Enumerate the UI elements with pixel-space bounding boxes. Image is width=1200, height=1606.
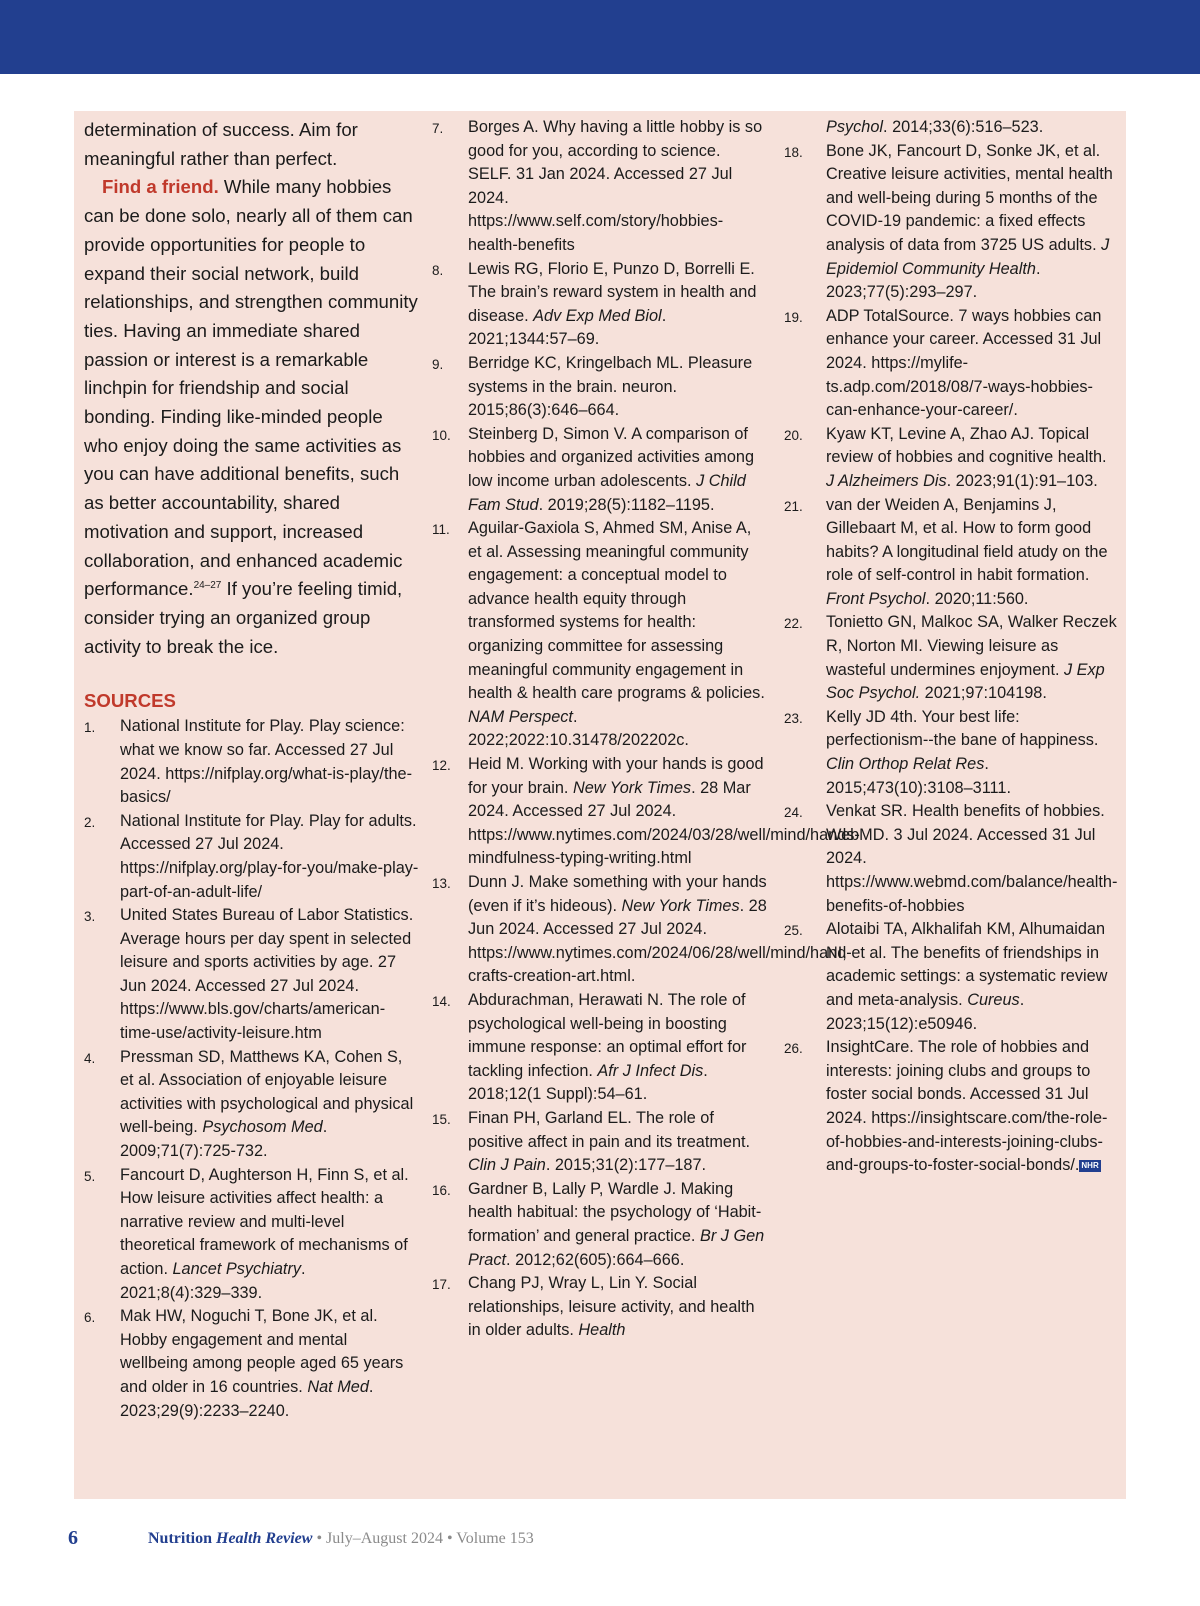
reference-journal: Health bbox=[578, 1321, 626, 1340]
reference-journal: Front Psychol bbox=[826, 589, 926, 608]
reference-number: 23. bbox=[784, 710, 803, 726]
reference-journal: Psychosom Med bbox=[202, 1118, 323, 1137]
reference-item bbox=[84, 1305, 419, 1423]
reference-details: . 2023;91(1):91–103. bbox=[946, 471, 1098, 490]
reference-item bbox=[784, 918, 1118, 1036]
reference-details: . 2009;71(7):725-732. bbox=[120, 1118, 328, 1161]
reference-details: . 2014;33(6):516–523. bbox=[883, 118, 1044, 136]
reference-text: National Institute for Play. Play science: what we know so far. Accessed 27 Jul 2024. https://nifplay.org/what-is-play/the-basics/ bbox=[120, 717, 413, 807]
reference-journal: Afr J Infect Dis bbox=[597, 1061, 704, 1080]
column-3 bbox=[784, 116, 1118, 1178]
reference-details: . 2021;1344:57–69. bbox=[468, 306, 667, 349]
reference-item bbox=[784, 140, 1118, 305]
reference-number: 26. bbox=[784, 1041, 803, 1057]
reference-number: 9. bbox=[432, 356, 444, 372]
reference-number: 12. bbox=[432, 758, 451, 774]
reference-item bbox=[784, 423, 1118, 494]
reference-text: Fancourt D, Aughterson H, Finn S, et al. How leisure activities affect health: a narrative review and multi-level theoretical framework of mechanisms of action. bbox=[120, 1165, 409, 1279]
reference-details: . 2023;29(9):2233–2240. bbox=[120, 1377, 374, 1420]
reference-journal: Lancet Psychiatry bbox=[172, 1260, 302, 1279]
reference-details: . 2022;2022:10.31478/202202c. bbox=[468, 707, 689, 750]
reference-number: 21. bbox=[784, 498, 803, 514]
reference-item bbox=[432, 1272, 768, 1343]
reference-number: 14. bbox=[432, 993, 451, 1009]
reference-item bbox=[432, 1107, 768, 1178]
reference-number: 18. bbox=[784, 144, 803, 160]
reference-text: Lewis RG, Florio E, Punzo D, Borrelli E. The brain’s reward system in health and disease. bbox=[468, 259, 757, 325]
reference-list-1 bbox=[84, 715, 419, 1423]
reference-text: van der Weiden A, Benjamins J, Gillebaart M, et al. How to form good habits? A longitudinal field atudy on the role of self-control in habit formation. bbox=[826, 495, 1108, 585]
reference-list-3 bbox=[784, 116, 1118, 1178]
reference-number: 4. bbox=[84, 1050, 96, 1066]
reference-journal: Cureus bbox=[967, 990, 1020, 1009]
reference-number: 6. bbox=[84, 1310, 96, 1326]
reference-item bbox=[84, 810, 419, 904]
page-number: 6 bbox=[68, 1527, 78, 1549]
reference-item bbox=[84, 1046, 419, 1164]
reference-number: 19. bbox=[784, 309, 803, 325]
paragraph-2-text: While many hobbies can be done solo, nearly all of them can provide opportunities for people to expand their social network, build relationships, and strengthen community ties. Having an immediate shared passion or interest is a remarkable linchpin for friendship and social bonding. Finding like-minded people who enjoy doing the same activities as you can have additional benefits, such as better accountability, shared motivation and support, increased collaboration, and enhanced academic performance. bbox=[84, 176, 418, 600]
reference-text: Alotaibi TA, Alkhalifah KM, Alhumaidan NI, et al. The benefits of friendships in academic settings: a systematic review and meta-analysis. bbox=[826, 920, 1108, 1009]
reference-details: . 2020;11:560. bbox=[925, 589, 1029, 608]
reference-text: Pressman SD, Matthews KA, Cohen S, et al. Association of enjoyable leisure activities with psychological and physical well-being. bbox=[120, 1047, 414, 1137]
reference-item bbox=[84, 1164, 419, 1306]
reference-number: 8. bbox=[432, 262, 444, 278]
reference-number: 3. bbox=[84, 909, 96, 925]
reference-text: Venkat SR. Health benefits of hobbies. WebMD. 3 Jul 2024. Accessed 31 Jul 2024. https://www.webmd.com/balance/health-benefits-of-hobbies bbox=[826, 802, 1118, 915]
reference-journal: J Alzheimers Dis bbox=[826, 471, 947, 490]
reference-journal: Br J Gen Pract bbox=[468, 1226, 765, 1269]
reference-journal: Psychol bbox=[826, 118, 884, 136]
reference-journal: New York Times bbox=[621, 896, 740, 915]
reference-details: . 2023;15(12):e50946. bbox=[826, 990, 1025, 1033]
reference-item bbox=[432, 753, 860, 871]
page-footer bbox=[0, 1527, 1200, 1557]
reference-details: . 2015;473(10):3108–3111. bbox=[826, 755, 1011, 797]
reference-text: Abdurachman, Herawati N. The role of psychological well-being in boosting immune response: an optimal effort for tackling infection. bbox=[468, 990, 747, 1080]
footer-issue: • July–August 2024 • Volume 153 bbox=[312, 1530, 534, 1547]
reference-text: Bone JK, Fancourt D, Sonke JK, et al. Creative leisure activities, mental health and well-being during 5 months of the COVID-19 pandemic: a fixed effects analysis of data from 3725 US adults. bbox=[826, 141, 1113, 254]
reference-text: Steinberg D, Simon V. A comparison of hobbies and organized activities among low income urban adolescents. bbox=[468, 424, 755, 490]
reference-number: 11. bbox=[432, 522, 450, 538]
reference-details: . 2019;28(5):1182–1195. bbox=[538, 495, 715, 514]
paragraph-2-lead: Find a friend. bbox=[102, 176, 219, 198]
reference-journal: Clin J Pain bbox=[468, 1156, 546, 1175]
reference-item bbox=[784, 611, 1118, 705]
footer-brand-italic: Health Review bbox=[216, 1530, 313, 1547]
reference-text: Mak HW, Noguchi T, Bone JK, et al. Hobby engagement and mental wellbeing among people aged 65 years and older in 16 countries. bbox=[120, 1307, 404, 1396]
reference-item bbox=[432, 989, 768, 1107]
reference-text: Kelly JD 4th. Your best life: perfectionism--the bane of happiness. bbox=[826, 707, 1099, 750]
reference-number: 13. bbox=[432, 876, 451, 891]
reference-text: Heid M. Working with your hands is good for your brain. bbox=[468, 755, 764, 797]
reference-details: . 2012;62(605):664–666. bbox=[506, 1250, 685, 1269]
reference-number: 22. bbox=[784, 616, 803, 632]
reference-item bbox=[784, 706, 1118, 800]
reference-details: . 2018;12(1 Suppl):54–61. bbox=[468, 1061, 708, 1104]
reference-item bbox=[784, 305, 1118, 423]
reference-item bbox=[432, 352, 768, 423]
reference-number: 5. bbox=[84, 1168, 96, 1184]
reference-continuation bbox=[784, 116, 1118, 140]
reference-text: Kyaw KT, Levine A, Zhao AJ. Topical review of hobbies and cognitive health. bbox=[826, 424, 1107, 467]
reference-journal: NAM Perspect bbox=[468, 707, 573, 726]
reference-item bbox=[432, 1178, 768, 1272]
reference-item bbox=[784, 494, 1118, 612]
top-banner bbox=[0, 0, 1200, 74]
reference-text: Aguilar-Gaxiola S, Ahmed SM, Anise A, et al. Assessing meaningful community engagement: a conceptual model to advance health equity through transformed systems for health: organizing committee for assessing meaningful community engagement in health & health care programs & policies. bbox=[468, 519, 765, 703]
reference-item bbox=[84, 715, 419, 809]
reference-item bbox=[432, 116, 768, 258]
citation-superscript: 24–27 bbox=[193, 580, 222, 592]
reference-details: . 28 Jun 2024. Accessed 27 Jul 2024. https://www.nytimes.com/2024/06/28/well/mind/hand-crafts-creation-art.html. bbox=[468, 896, 852, 986]
reference-journal: Nat Med bbox=[307, 1377, 369, 1396]
reference-journal: J Exp Soc Psychol. bbox=[826, 660, 1105, 703]
reference-journal: New York Times bbox=[572, 778, 692, 797]
reference-details: . 28 Mar 2024. Accessed 27 Jul 2024. https://www.nytimes.com/2024/03/28/well/mind/hands-mindfulness-typing-writing.html bbox=[468, 778, 860, 868]
column-1 bbox=[84, 116, 419, 1423]
reference-item bbox=[432, 517, 768, 753]
reference-number: 17. bbox=[432, 1277, 451, 1293]
reference-journal: J Child Fam Stud bbox=[468, 471, 746, 514]
reference-number: 20. bbox=[784, 427, 803, 443]
reference-details: . 2015;31(2):177–187. bbox=[545, 1156, 707, 1175]
sources-heading: SOURCES bbox=[84, 690, 176, 712]
reference-text: InsightCare. The role of hobbies and interests: joining clubs and groups to foster social bonds. Accessed 31 Jul 2024. https://insightscare.com/the-role-of-hobbies-and-interests-joining-clubs-and-groups-to-foster-social-bonds/. bbox=[826, 1038, 1108, 1175]
reference-item bbox=[784, 800, 1118, 918]
reference-number: 15. bbox=[432, 1111, 451, 1127]
reference-number: 10. bbox=[432, 427, 451, 443]
reference-journal: J Epidemiol Community Health bbox=[826, 235, 1110, 278]
reference-details: . 2021;8(4):329–339. bbox=[120, 1260, 306, 1302]
reference-details: 2021;97:104198. bbox=[920, 684, 1047, 703]
reference-text: ADP TotalSource. 7 ways hobbies can enhance your career. Accessed 31 Jul 2024. https://mylife-ts.adp.com/2018/08/7-ways-hobbies-can-enhance-your-career/. bbox=[826, 306, 1102, 420]
footer-brand: Nutrition bbox=[148, 1530, 212, 1547]
reference-text: Chang PJ, Wray L, Lin Y. Social relationships, leisure activity, and health in older adults. bbox=[468, 1274, 755, 1340]
paragraph-2 bbox=[84, 173, 419, 661]
reference-number: 1. bbox=[84, 720, 96, 736]
reference-number: 25. bbox=[784, 923, 803, 939]
reference-details: . 2023;77(5):293–297. bbox=[826, 259, 1041, 302]
reference-journal: Clin Orthop Relat Res bbox=[826, 755, 985, 774]
reference-number: 7. bbox=[432, 121, 444, 136]
reference-text: Berridge KC, Kringelbach ML. Pleasure systems in the brain. neuron. 2015;86(3):646–664. bbox=[468, 353, 753, 420]
nhr-end-mark-icon: NHR bbox=[1081, 1160, 1099, 1170]
reference-text: Gardner B, Lally P, Wardle J. Making health habitual: the psychology of ‘Habit-formation’ and general practice. bbox=[468, 1179, 762, 1245]
reference-text: Borges A. Why having a little hobby is so good for you, according to science. SELF. 31 Jan 2024. Accessed 27 Jul 2024. https://www.self.com/story/hobbies-health-benefits bbox=[468, 118, 763, 254]
reference-text: National Institute for Play. Play for adults. Accessed 27 Jul 2024. https://nifplay.org/play-for-you/make-play-part-of-an-adult-life/ bbox=[120, 811, 419, 901]
reference-number: 16. bbox=[432, 1182, 451, 1198]
reference-item bbox=[784, 1036, 1118, 1178]
paragraph-2-end: If you’re feeling timid, consider trying an organized group activity to break the ice. bbox=[84, 578, 403, 657]
reference-text: Dunn J. Make something with your hands (even if it’s hideous). bbox=[468, 873, 767, 915]
reference-text: Tonietto GN, Malkoc SA, Walker Reczek R, Norton MI. Viewing leisure as wasteful undermines enjoyment. bbox=[826, 613, 1117, 679]
reference-item bbox=[84, 904, 419, 1046]
footer-issue-line bbox=[148, 1530, 534, 1548]
reference-item bbox=[432, 423, 768, 517]
reference-number: 2. bbox=[84, 814, 96, 830]
reference-text: United States Bureau of Labor Statistics. Average hours per day spent in selected leisure and sports activities by age. 27 Jun 2024. Accessed 27 Jul 2024. https://www.bls.gov/charts/american-time-use/activity-leisure.htm bbox=[120, 906, 414, 1043]
reference-item bbox=[432, 258, 768, 352]
reference-text: Finan PH, Garland EL. The role of positive affect in pain and its treatment. bbox=[468, 1108, 751, 1151]
reference-number: 24. bbox=[784, 805, 803, 821]
paragraph-1: determination of success. Aim for meaningful rather than perfect. bbox=[84, 119, 358, 169]
reference-journal: Adv Exp Med Biol bbox=[533, 306, 662, 325]
